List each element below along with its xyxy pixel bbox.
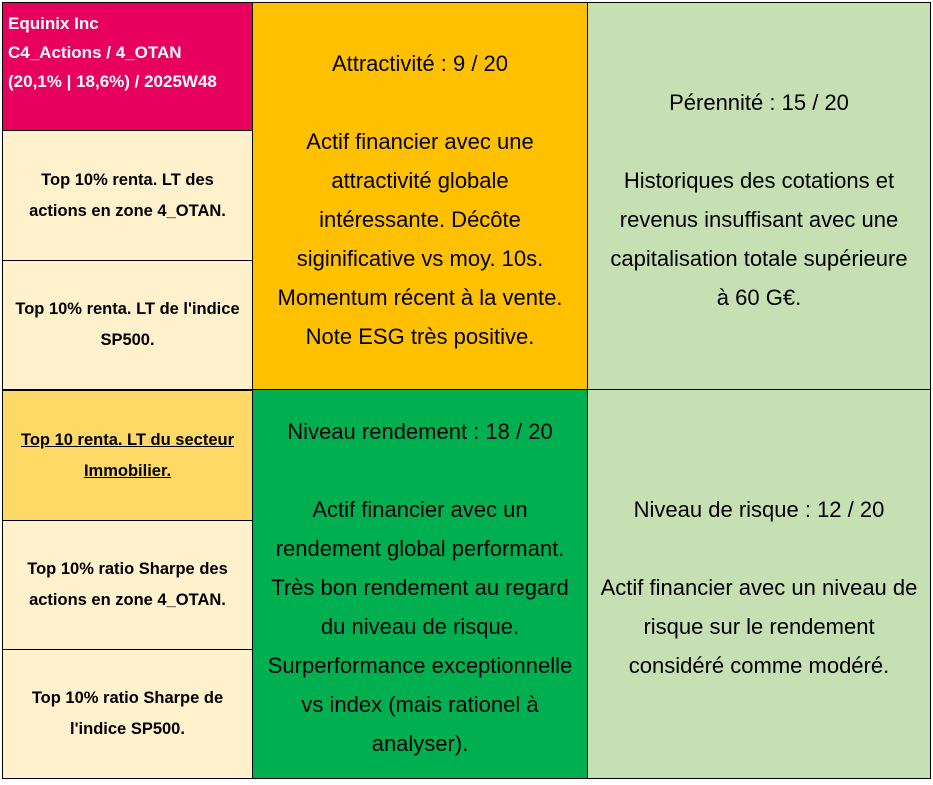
criterion-line: Top 10% renta. LT des: [41, 170, 214, 189]
rendement-line: Actif financier avec un: [312, 497, 528, 522]
criterion-lt-return-zone: [2, 130, 253, 261]
rendement-panel: [252, 389, 588, 779]
perennite-line: Historiques des cotations et: [623, 168, 895, 193]
rendement-line: vs index (mais rationel à: [301, 692, 539, 717]
criterion-line: actions en zone 4_OTAN.: [29, 591, 226, 609]
rendement-line: rendement global performant.: [275, 536, 565, 561]
criterion-line: Top 10% ratio Sharpe de: [31, 689, 224, 707]
rendement-line: du niveau de risque.: [320, 614, 520, 639]
attractivite-line: Actif financier avec une: [306, 129, 534, 154]
asset-category: C4_Actions / 4_OTAN: [8, 43, 182, 62]
risque-panel: [587, 389, 931, 779]
criterion-line: Top 10 renta. LT du secteur: [20, 430, 234, 449]
criterion-line: l'indice SP500.: [70, 720, 185, 738]
criterion-line: actions en zone 4_OTAN.: [29, 201, 226, 220]
attractivite-title: Attractivité : 9 / 20: [331, 51, 509, 76]
criterion-line: Immobilier.: [83, 461, 172, 480]
risque-title: Niveau de risque : 12 / 20: [633, 497, 885, 522]
risque-line: risque sur le rendement: [643, 614, 875, 639]
criterion-sharpe-zone: [2, 520, 253, 650]
asset-returns-week: (20,1% | 18,6%) / 2025W48: [8, 72, 217, 91]
asset-header: [2, 2, 253, 131]
perennite-line: capitalisation totale supérieure: [610, 246, 908, 271]
perennite-title: Pérennité : 15 / 20: [669, 90, 849, 115]
attractivite-line: Momentum récent à la vente.: [277, 285, 563, 310]
rendement-line: analyser).: [371, 731, 469, 756]
criterion-lt-return-index: [2, 260, 253, 390]
rendement-line: Très bon rendement au regard: [271, 575, 569, 600]
risque-line: Actif financier avec un niveau de: [600, 575, 918, 600]
rendement-line: Surperformance exceptionnelle: [267, 653, 573, 678]
perennite-line: à 60 G€.: [716, 285, 802, 310]
criterion-lt-return-sector: [2, 390, 253, 521]
criterion-line: SP500.: [100, 331, 155, 349]
criterion-line: Top 10% renta. LT de l'indice: [15, 300, 240, 318]
attractivite-line: attractivité globale: [331, 168, 509, 193]
attractivite-line: siginificative vs moy. 10s.: [296, 246, 544, 271]
attractivite-line: Note ESG très positive.: [305, 324, 535, 349]
asset-name: Equinix Inc: [8, 14, 99, 33]
criterion-sharpe-index: [2, 649, 253, 779]
perennite-panel: [587, 2, 931, 390]
criterion-line: Top 10% ratio Sharpe des: [27, 560, 228, 578]
perennite-line: revenus insuffisant avec une: [619, 207, 899, 232]
risque-line: considéré comme modéré.: [628, 653, 890, 678]
attractivite-line: intéressante. Décôte: [319, 207, 521, 232]
attractivite-panel: [252, 2, 588, 390]
rendement-title: Niveau rendement : 18 / 20: [287, 419, 553, 444]
